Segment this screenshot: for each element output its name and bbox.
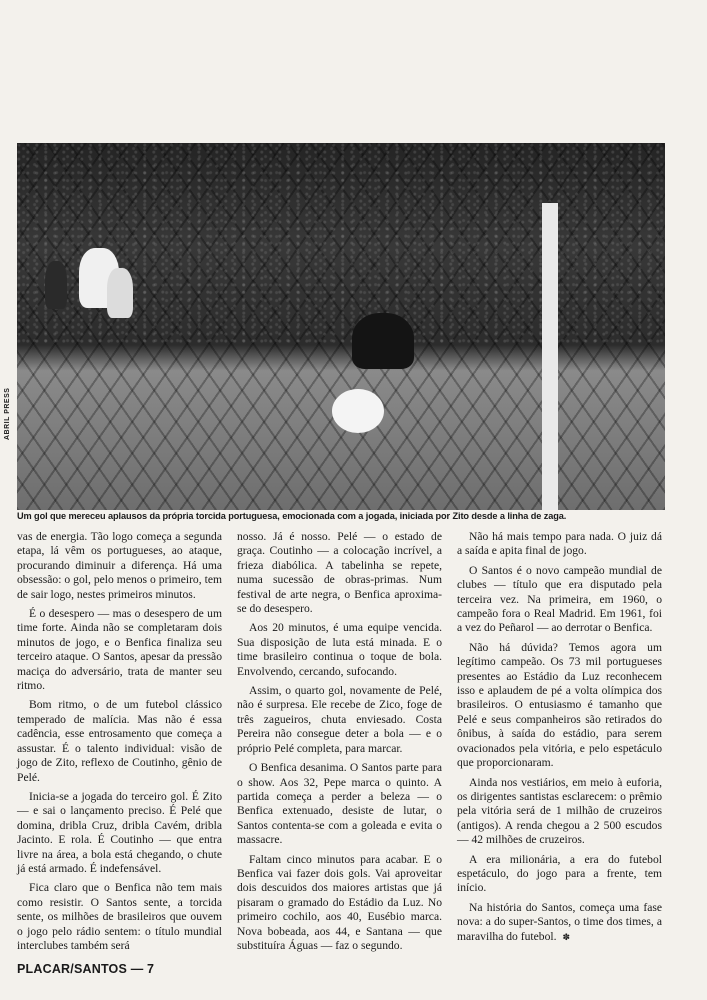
paragraph: Não há mais tempo para nada. O juiz dá a saída e apita final de jogo.	[457, 530, 662, 558]
text-column-2	[237, 530, 442, 958]
match-photo	[17, 143, 665, 510]
paragraph: Não há dúvida? Temos agora um legítimo campeão. Os 73 mil portugueses presentes ao Estádio da Luz reconhecem isso e aplaudem de pé a volta olímpica dos brasileiros. O entusiasmo é tamanho que Pelé e seus companheiros são retirados do ônibus, à saída do estádio, para serem ovacionados pela vitória, e pelo espetáculo que proporcionaram.	[457, 640, 662, 770]
paragraph: Faltam cinco minutos para acabar. E o Benfica vai fazer dois gols. Vai aproveitar dois descuidos dos maiores artistas que já pisaram o gramado do Estádio da Luz. No primeiro cochilo, aos 40, Eusébio marca. Nova bobeada, aos 44, e Santana — que substituíra Águas — faz o segundo.	[237, 852, 442, 952]
photo-caption: Um gol que mereceu aplausos da própria torcida portuguesa, emocionada com a jogada, iniciada por Zito desde a linha de zaga.	[17, 511, 567, 521]
paragraph: O Santos é o novo campeão mundial de clubes — título que era disputado pela terceira vez. Na primeira, em 1960, o campeão fora o Real Madrid. Em 1961, foi a vez do Peñarol — ao derrotar o Benfica.	[457, 563, 662, 635]
text-column-3	[457, 530, 662, 949]
paragraph: nosso. Já é nosso. Pelé — o estado de graça. Coutinho — a colocação incrível, a frieza diabólica. A tabelinha se repete, numa sucessão de obras-primas. Num festival de arte negra, o Benfica aproxima-se do desespero.	[237, 530, 442, 616]
ball	[332, 389, 384, 433]
paragraph: Fica claro que o Benfica não tem mais como resistir. O Santos sente, a torcida sente, os milhões de brasileiros que ouvem o jogo pelo rádio sentem: o título mundial interclubes também será	[17, 881, 222, 952]
goal-post	[542, 203, 558, 510]
paragraph: A era milionária, a era do futebol espetáculo, do jogo para a frente, tem início.	[457, 852, 662, 895]
paragraph: O Benfica desanima. O Santos parte para o show. Aos 32, Pepe marca o quinto. A partida começa a perder a beleza — o Benfica extenuado, desiste de lutar, o Santos contenta-se com a goleada e evita o massacre.	[237, 761, 442, 847]
paragraph: Aos 20 minutos, é uma equipe vencida. Sua disposição de luta está minada. E o time brasileiro continua o toque de bola. Envolvendo, cercando, sufocando.	[237, 621, 442, 678]
end-of-article-icon: ✽	[562, 931, 571, 942]
paragraph: vas de energia. Tão logo começa a segunda etapa, lá vêm os portugueses, ao ataque, procurando diminuir a diferença. Há uma obsessão: o gol, pelo menos o primeiro, tem de sair logo, nestes primeiros minutos.	[17, 530, 222, 601]
paragraph-text: Na história do Santos, começa uma fase nova: a do super-Santos, o time dos times, a maravilha do futebol.	[457, 900, 662, 943]
paragraph: Bom ritmo, o de um futebol clássico temperado de malícia. Mas não é essa cadência, esse entrosamento que começa a assustar. É o talento individual: visão de jogo de Zito, reflexo de Coutinho, gênio de Pelé.	[17, 698, 222, 784]
page-footer: PLACAR/SANTOS — 7	[17, 962, 155, 976]
paragraph: É o desespero — mas o desespero de um time forte. Ainda não se completaram dois minutos de jogo, e o Benfica finaliza seu terceiro ataque. O Santos, apesar da pressão maciça do adversário, trata de manter seu ritmo.	[17, 607, 222, 693]
paragraph: Assim, o quarto gol, novamente de Pelé, não é surpresa. Ele recebe de Zico, foge de três zagueiros, chuta enviesado. Costa Pereira não consegue deter a bola — e o próprio Pelé completa, para marcar.	[237, 684, 442, 755]
text-column-1	[17, 530, 222, 958]
player-figure	[45, 261, 67, 309]
paragraph: Ainda nos vestiários, em meio à euforia, os dirigentes santistas esclarecem: o prêmio pela vitória será de 1 milhão de cruzeiros (antigos). A renda chegou a 2 500 escudos — 42 milhões de cruzeiros.	[457, 775, 662, 847]
player-figure	[107, 268, 133, 318]
paragraph-last	[457, 901, 662, 944]
paragraph: Inicia-se a jogada do terceiro gol. É Zito — e sai o lançamento preciso. É Pelé que domina, dribla Cruz, dribla Cavém, dribla Jacinto. E rola. É Coutinho — que entra livre na área, a bola está chegando, o chute já está armado. É indefensável.	[17, 789, 222, 875]
photo-credit: ABRIL PRESS	[4, 387, 11, 440]
goalkeeper-figure	[352, 313, 414, 369]
